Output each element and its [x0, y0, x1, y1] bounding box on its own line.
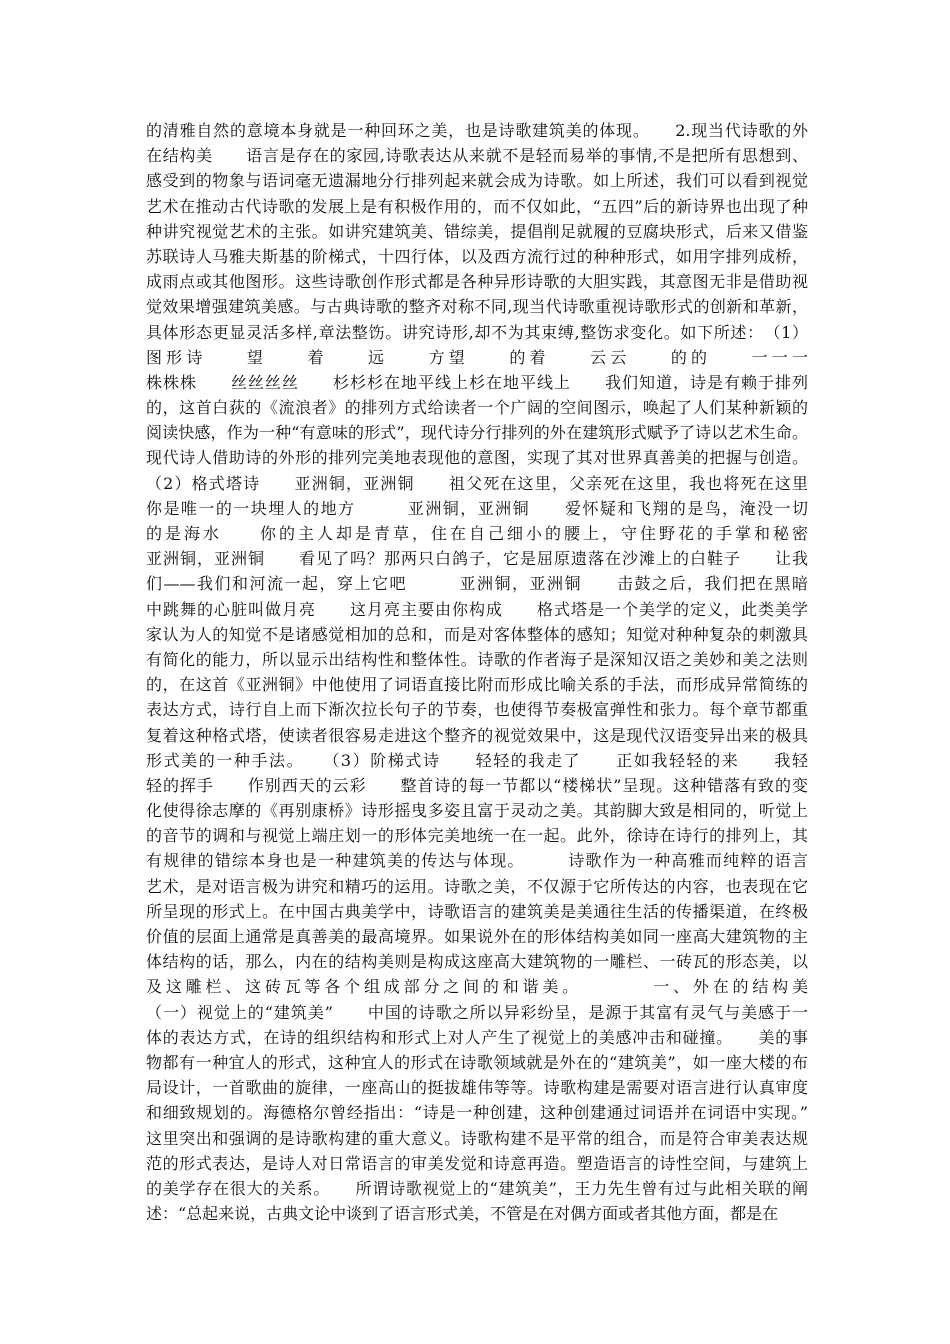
text-line: 种讲究视觉艺术的主张。如讲究建筑美、错综美，提倡削足就履的豆腐块形式，后来又借鉴: [146, 221, 808, 241]
text-line: 们——我们和河流一起，穿上它吧 亚洲铜，亚洲铜 击鼓之后，我们把在黑暗: [146, 574, 808, 594]
text-line: 的美学存在很大的关系。 所谓诗歌视觉上的“建筑美”，王力先生曾有过与此相关联的阐: [146, 1178, 808, 1198]
text-line: （2）格式塔诗 亚洲铜，亚洲铜 祖父死在这里，父亲死在这里，我也将死在这里: [146, 473, 808, 493]
text-line: 的是海水 你的主人却是青草，住在自己细小的腰上，守住野花的手掌和秘密: [146, 524, 808, 543]
text-line: 这里突出和强调的是诗歌构建的重大意义。诗歌构建不是平常的组合，而是符合审美表达规: [146, 1128, 808, 1148]
text-line: 艺术，是对语言极为讲究和精巧的运用。诗歌之美，不仅源于它所传达的内容，也表现在它: [146, 876, 808, 896]
text-line: 阅读快感，作为一种“有意味的形式”，现代诗分行排列的外在建筑形式赋予了诗以艺术生命。: [146, 423, 808, 443]
text-line: 家认为人的知觉不是诸感觉相加的总和，而是对客体整体的感知；知觉对种种复杂的刺激具: [146, 624, 808, 644]
text-line: 价值的层面上通常是真善美的最高境界。如果说外在的形体结构美如同一座高大建筑物的主: [146, 927, 808, 946]
text-line: 的，在这首《亚洲铜》中他使用了词语直接比附而形成比喻关系的手法，而形成异常简练的: [146, 675, 808, 695]
text-line: 轻的挥手 作别西天的云彩 整首诗的每一节都以“楼梯状”呈现。这种错落有致的变: [146, 775, 808, 795]
text-line: 艺术在推动古代诗歌的发展上是有积极作用的，而不仅如此，“五四”后的新诗界也出现了种: [146, 196, 808, 216]
text-line: 亚洲铜，亚洲铜 看见了吗？那两只白鸽子，它是屈原遗落在沙滩上的白鞋子 让我: [146, 549, 808, 569]
text-line: 具体形态更显灵活多样,章法整饬。讲究诗形,却不为其束缚,整饬求变化。如下所述： （1）: [146, 322, 808, 342]
text-line: 化使得徐志摩的《再别康桥》诗形摇曳多姿且富于灵动之美。其韵脚大致是相同的，听觉上: [146, 801, 808, 821]
text-line: 的清雅自然的意境本身就是一种回环之美，也是诗歌建筑美的体现。 2.现当代诗歌的外: [146, 121, 808, 140]
text-line: 感受到的物象与语词毫无遗漏地分行排列起来就会成为诗歌。如上所述，我们可以看到视觉: [146, 171, 808, 191]
text-line: 成雨点或其他图形。这些诗歌创作形式都是各种异形诗歌的大胆实践，其意图无非是借助视: [146, 272, 808, 292]
text-line: 现代诗人借助诗的外形的排列完美地表现他的意图，实现了其对世界真善美的把握与创造。: [146, 448, 808, 468]
text-line: 的音节的调和与视觉上端庄划一的形体完美地统一在一起。此外，徐诗在诗行的排列上，其: [146, 826, 808, 846]
text-line: 有简化的能力，所以显示出结构性和整体性。诗歌的作者海子是深知汉语之美妙和美之法则: [146, 649, 808, 669]
text-line: 觉效果增强建筑美感。与古典诗歌的整齐对称不同,现当代诗歌重视诗歌形式的创新和革新，: [146, 297, 808, 317]
text-line: （一）视觉上的“建筑美” 中国的诗歌之所以异彩纷呈，是源于其富有灵气与美感于一: [146, 1002, 808, 1022]
text-line: 体结构的话，那么，内在的结构美则是构成这座高大建筑物的一雕栏、一砖瓦的形态美，以: [146, 952, 808, 972]
text-line: 所呈现的形式上。在中国古典美学中，诗歌语言的建筑美是美通往生活的传播渠道，在终极: [146, 901, 808, 921]
text-line: 复着这种格式塔，使读者很容易走进这个整齐的视觉效果中，这是现代汉语变异出来的极具: [146, 725, 808, 745]
text-line: 局设计，一首歌曲的旋律，一座高山的挺拔雄伟等等。诗歌构建是需要对语言进行认真审度: [146, 1078, 808, 1098]
text-line: 及这雕栏、这砖瓦等各个组成部分之间的和谐美。 一、外在的结构美: [146, 977, 808, 997]
text-line: 范的形式表达，是诗人对日常语言的审美发觉和诗意再造。塑造语言的诗性空间，与建筑上: [146, 1153, 808, 1173]
text-line: 物都有一种宜人的形式，这种宜人的形式在诗歌领域就是外在的“建筑美”，如一座大楼的布: [146, 1052, 808, 1072]
text-line: 苏联诗人马雅夫斯基的阶梯式，十四行体，以及西方流行过的种种形式，如用字排列成桥，: [146, 246, 808, 266]
text-line: 体的表达方式，在诗的组织结构和形式上对人产生了视觉上的美感冲击和碰撞。 美的事: [146, 1027, 808, 1047]
text-line: 株株株 丝丝丝丝 杉杉杉在地平线上杉在地平线上 我们知道，诗是有赖于排列: [146, 372, 808, 392]
text-line: 中跳舞的心脏叫做月亮 这月亮主要由你构成 格式塔是一个美学的定义，此类美学: [146, 599, 808, 619]
text-line: 形式美的一种手法。 （3）阶梯式诗 轻轻的我走了 正如我轻轻的来 我轻: [146, 750, 808, 770]
text-line: 有规律的错综本身也是一种建筑美的传达与体现。 诗歌作为一种高雅而纯粹的语言: [146, 851, 808, 871]
text-line: 和细致规划的。海德格尔曾经指出：“诗是一种创建，这种创建通过词语并在词语中实现。”: [146, 1103, 808, 1123]
body-text: [146, 118, 808, 1226]
text-line: 表达方式，诗行自上而下渐次拉长句子的节奏，也使得节奏极富弹性和张力。每个章节都重: [146, 700, 808, 720]
text-line: 的，这首白荻的《流浪者》的排列方式给读者一个广阔的空间图示，唤起了人们某种新颖的: [146, 398, 808, 418]
text-line: 述：“总起来说，古典文论中谈到了语言形式美，不管是在对偶方面或者其他方面，都是在: [146, 1204, 779, 1224]
text-line: 你是唯一的一块埋人的地方 亚洲铜，亚洲铜 爱怀疑和飞翔的是鸟，淹没一切: [146, 498, 808, 518]
text-line: 图形诗 望 着 远 方望 的着 云云 的的 一一一: [146, 347, 808, 367]
text-line: 在结构美 语言是存在的家园,诗歌表达从来就不是轻而易举的事情,不是把所有思想到、: [146, 146, 808, 166]
